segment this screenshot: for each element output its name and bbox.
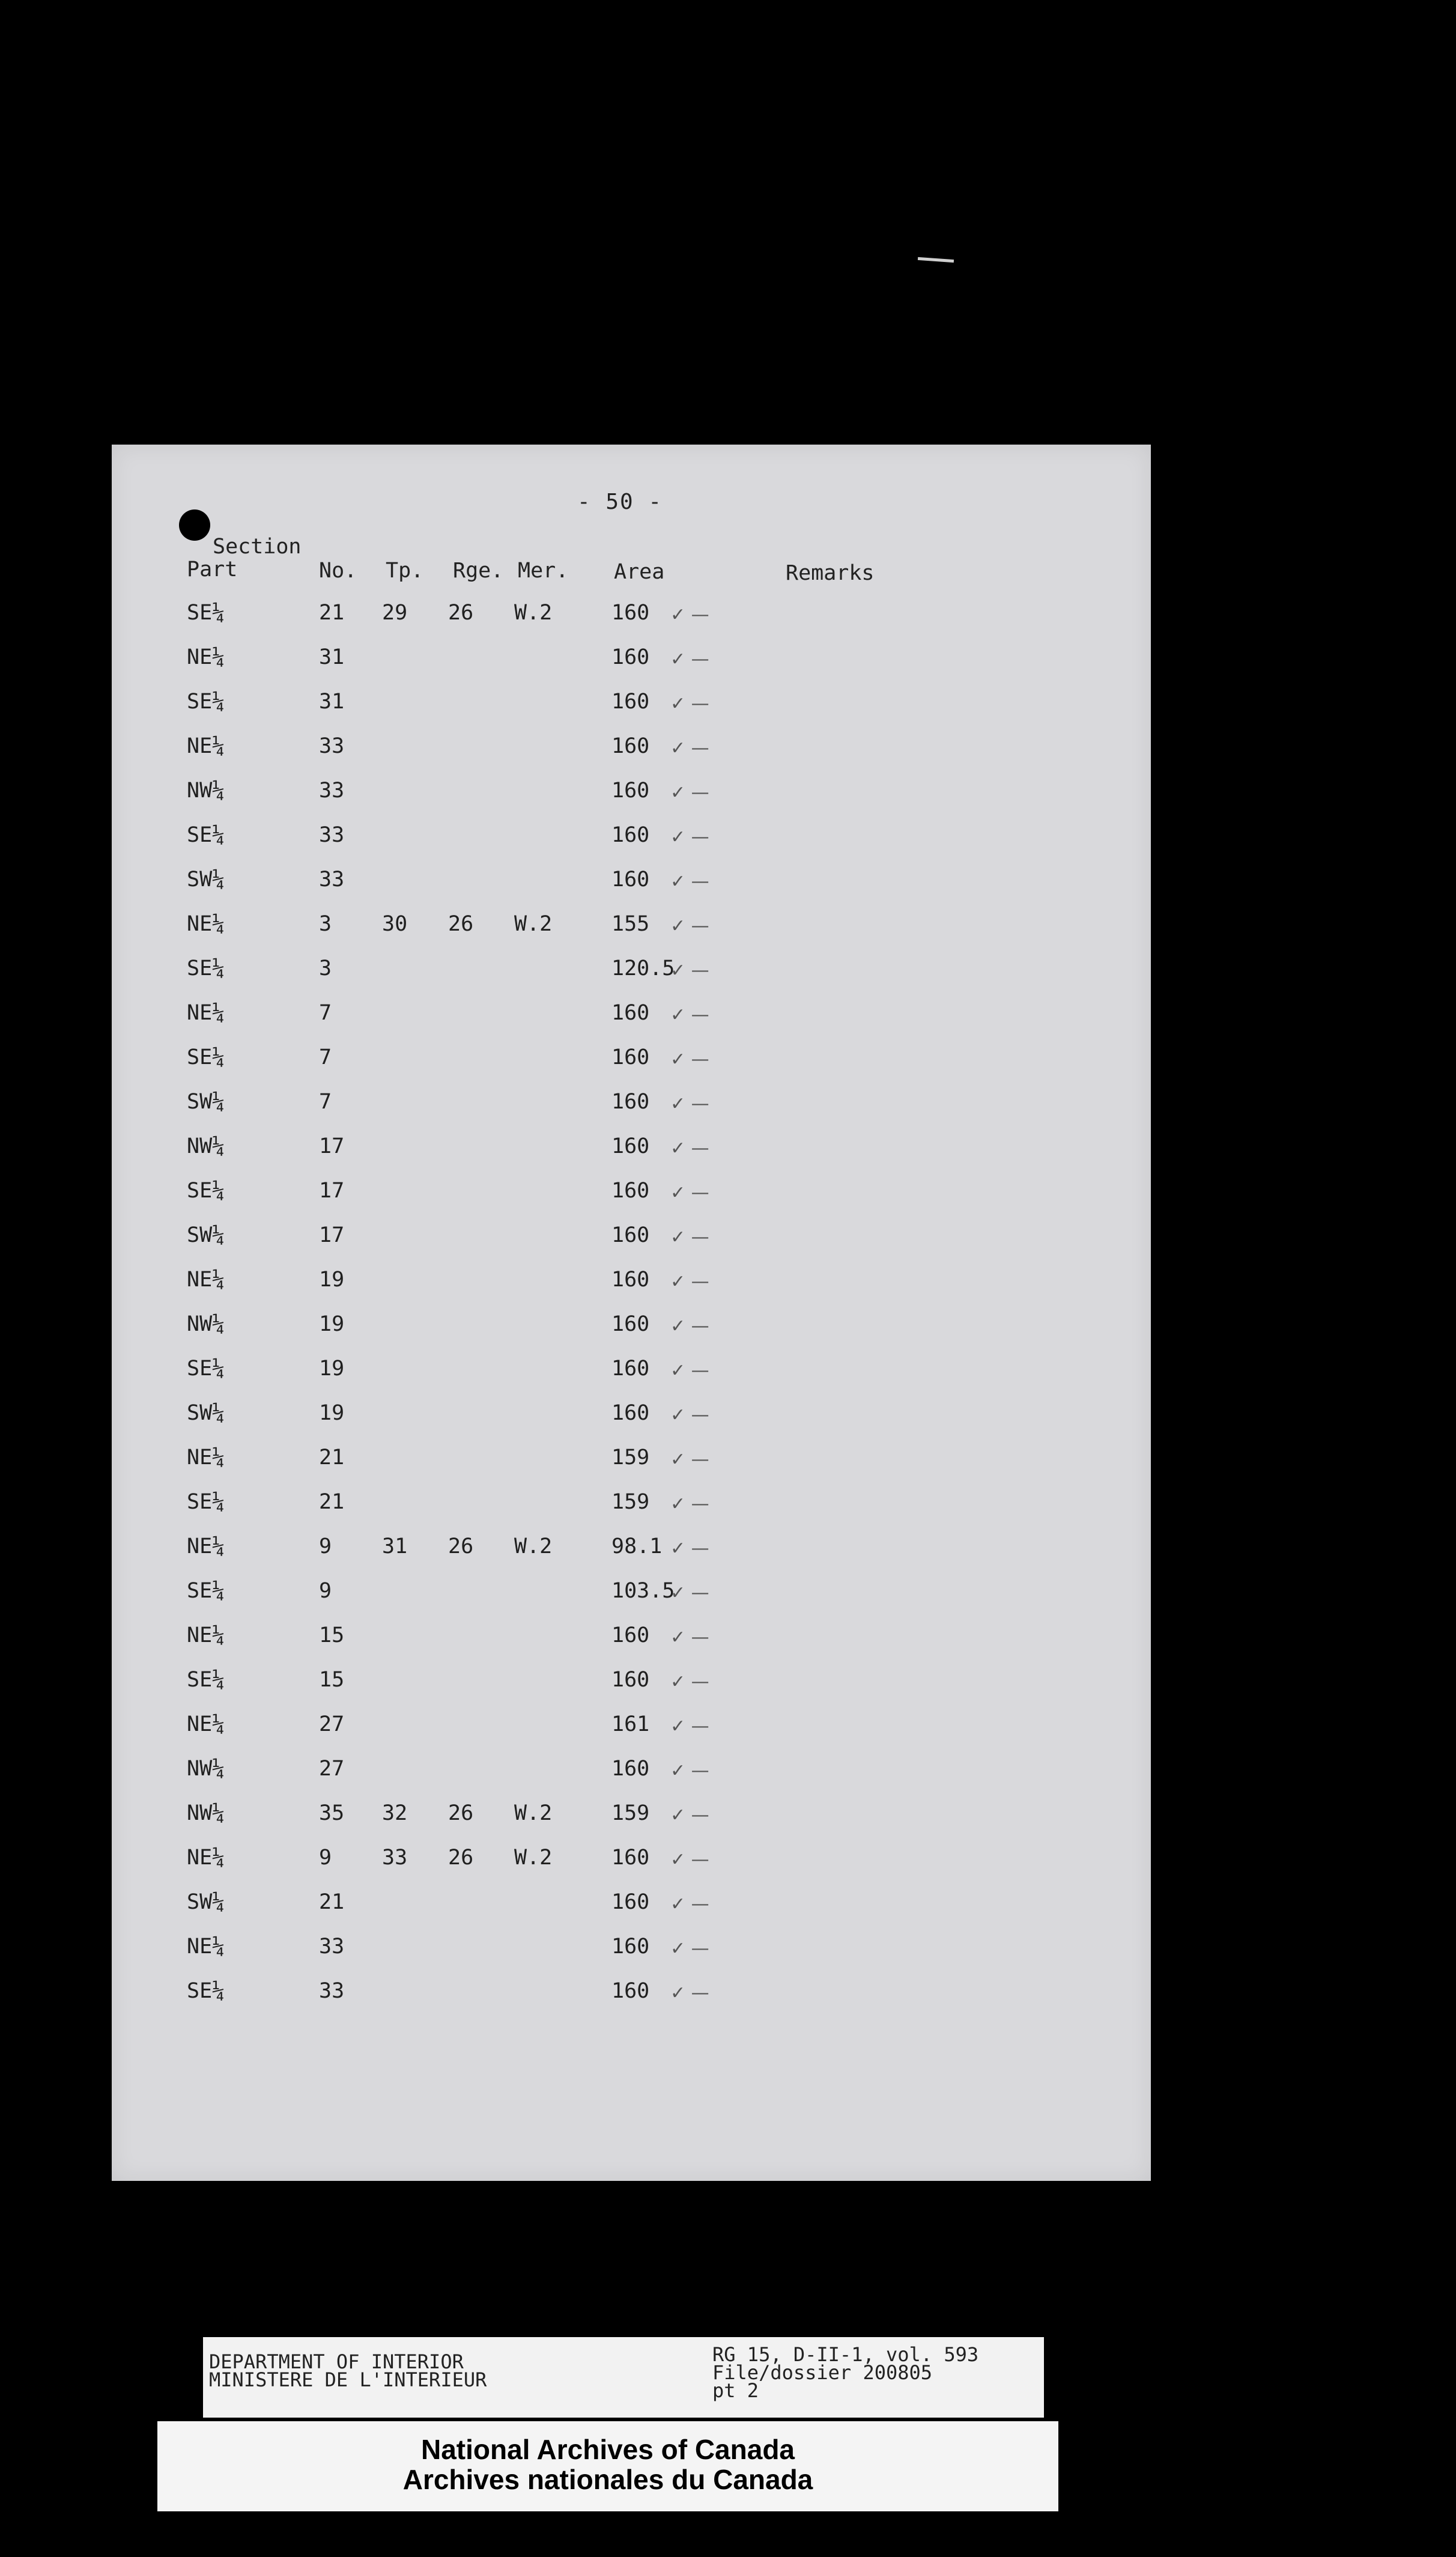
cell-area: 160 (611, 1223, 650, 1247)
table-row (112, 823, 1151, 859)
cell-area: 160 (611, 1001, 650, 1025)
archives-name-english: National Archives of Canada (420, 2434, 795, 2465)
cell-area: 120.5 (611, 956, 675, 981)
cell-area: 160 (611, 1401, 650, 1425)
table-row (112, 734, 1151, 770)
cell-no: 9 (319, 1534, 332, 1558)
cell-area: 160 (611, 1846, 650, 1870)
tick-mark-icon: ✓ — (670, 1182, 709, 1203)
cell-tp: 30 (382, 912, 408, 936)
cell-part: SE¼ (187, 690, 225, 714)
archives-name-french: Archives nationales du Canada (402, 2464, 813, 2495)
cell-tp: 32 (382, 1801, 408, 1825)
tick-mark-icon: ✓ — (670, 916, 709, 937)
cell-no: 15 (319, 1623, 345, 1647)
table-row (112, 1534, 1151, 1570)
cell-no: 35 (319, 1801, 345, 1825)
cell-no: 19 (319, 1401, 345, 1425)
cell-no: 31 (319, 645, 345, 669)
cell-part: NE¼ (187, 1623, 225, 1647)
tick-mark-icon: ✓ — (670, 1983, 709, 2004)
tick-mark-icon: ✓ — (670, 1138, 709, 1159)
cell-mer: W.2 (514, 912, 553, 936)
cell-no: 21 (319, 601, 345, 625)
table-row (112, 1357, 1151, 1393)
cell-part: NW¼ (187, 1757, 225, 1781)
tick-mark-icon: ✓ — (670, 1093, 709, 1114)
cell-part: SE¼ (187, 1357, 225, 1381)
stray-mark (918, 257, 954, 263)
cell-area: 160 (611, 1134, 650, 1158)
tick-mark-icon: ✓ — (670, 1227, 709, 1248)
cell-no: 21 (319, 1490, 345, 1514)
cell-area: 161 (611, 1712, 650, 1736)
cell-part: NE¼ (187, 1446, 225, 1470)
cell-no: 27 (319, 1757, 345, 1781)
cell-no: 33 (319, 779, 345, 803)
punch-hole (179, 509, 210, 541)
table-row (112, 1979, 1151, 2015)
cell-area: 98.1 (611, 1534, 663, 1558)
cell-no: 33 (319, 734, 345, 758)
header-remarks: Remarks (786, 561, 875, 585)
page-number: - 50 - (577, 490, 663, 514)
cell-part: SE¼ (187, 601, 225, 625)
document-page (112, 445, 1151, 2181)
cell-part: SE¼ (187, 956, 225, 981)
cell-area: 160 (611, 1979, 650, 2003)
header-rge: Rge. (453, 559, 504, 583)
header-tp: Tp. (386, 559, 424, 583)
cell-area: 160 (611, 690, 650, 714)
cell-part: NW¼ (187, 1312, 225, 1336)
cell-part: NE¼ (187, 912, 225, 936)
tick-mark-icon: ✓ — (670, 1271, 709, 1292)
cell-no: 7 (319, 1090, 332, 1114)
tick-mark-icon: ✓ — (670, 871, 709, 892)
tick-mark-icon: ✓ — (670, 1849, 709, 1870)
cell-area: 160 (611, 1179, 650, 1203)
cell-part: SW¼ (187, 1401, 225, 1425)
table-row (112, 1757, 1151, 1793)
table-row (112, 1846, 1151, 1882)
department-english: DEPARTMENT OF INTERIOR (209, 2350, 464, 2373)
cell-area: 160 (611, 1312, 650, 1336)
table-row (112, 1134, 1151, 1170)
cell-area: 160 (611, 734, 650, 758)
tick-mark-icon: ✓ — (670, 1716, 709, 1737)
table-row (112, 1401, 1151, 1437)
cell-part: NE¼ (187, 1001, 225, 1025)
cell-area: 160 (611, 1757, 650, 1781)
cell-area: 160 (611, 1935, 650, 1959)
reference-line-2: File/dossier 200805 (712, 2361, 933, 2384)
table-row (112, 1090, 1151, 1126)
cell-tp: 33 (382, 1846, 408, 1870)
cell-area: 160 (611, 1668, 650, 1692)
tick-mark-icon: ✓ — (670, 1894, 709, 1915)
cell-no: 21 (319, 1890, 345, 1914)
table-row (112, 1579, 1151, 1615)
cell-mer: W.2 (514, 601, 553, 625)
cell-part: NW¼ (187, 1134, 225, 1158)
tick-mark-icon: ✓ — (670, 604, 709, 625)
cell-no: 33 (319, 1935, 345, 1959)
department-block (209, 2350, 487, 2391)
table-row (112, 1668, 1151, 1704)
cell-part: SE¼ (187, 1179, 225, 1203)
table-row (112, 1935, 1151, 1971)
cell-part: SW¼ (187, 1223, 225, 1247)
reference-line-3: pt 2 (712, 2379, 759, 2402)
cell-area: 160 (611, 1045, 650, 1069)
table-row (112, 690, 1151, 726)
cell-no: 19 (319, 1268, 345, 1292)
cell-rge: 26 (448, 1846, 474, 1870)
tick-mark-icon: ✓ — (670, 1805, 709, 1826)
table-row (112, 601, 1151, 637)
tick-mark-icon: ✓ — (670, 1049, 709, 1070)
cell-no: 33 (319, 1979, 345, 2003)
cell-part: NW¼ (187, 779, 225, 803)
cell-no: 21 (319, 1446, 345, 1470)
cell-tp: 29 (382, 601, 408, 625)
cell-mer: W.2 (514, 1534, 553, 1558)
cell-part: SE¼ (187, 1979, 225, 2003)
cell-part: SE¼ (187, 1579, 225, 1603)
cell-area: 160 (611, 868, 650, 892)
tick-mark-icon: ✓ — (670, 1538, 709, 1559)
table-row (112, 1490, 1151, 1526)
cell-part: SE¼ (187, 823, 225, 847)
cell-part: NE¼ (187, 1712, 225, 1736)
header-mer: Mer. (518, 559, 569, 583)
department-french: MINISTERE DE L'INTERIEUR (209, 2368, 487, 2391)
cell-part: NE¼ (187, 645, 225, 669)
cell-no: 33 (319, 868, 345, 892)
cell-area: 155 (611, 912, 650, 936)
cell-area: 160 (611, 601, 650, 625)
tick-mark-icon: ✓ — (670, 1405, 709, 1426)
tick-mark-icon: ✓ — (670, 1449, 709, 1470)
cell-no: 17 (319, 1134, 345, 1158)
cell-rge: 26 (448, 1534, 474, 1558)
cell-no: 3 (319, 956, 332, 981)
table-row (112, 912, 1151, 948)
cell-no: 3 (319, 912, 332, 936)
table-row (112, 1045, 1151, 1081)
table-row (112, 1223, 1151, 1259)
header-section: Section (213, 535, 302, 559)
cell-area: 160 (611, 1090, 650, 1114)
tick-mark-icon: ✓ — (670, 1360, 709, 1381)
table-row (112, 1712, 1151, 1748)
cell-part: NE¼ (187, 1846, 225, 1870)
cell-no: 9 (319, 1846, 332, 1870)
cell-area: 160 (611, 1890, 650, 1914)
header-part: Part (187, 558, 238, 582)
tick-mark-icon: ✓ — (670, 782, 709, 803)
tick-mark-icon: ✓ — (670, 649, 709, 670)
table-row (112, 956, 1151, 993)
tick-mark-icon: ✓ — (670, 1938, 709, 1959)
table-row (112, 868, 1151, 904)
cell-no: 7 (319, 1045, 332, 1069)
table-row (112, 1312, 1151, 1348)
cell-no: 19 (319, 1312, 345, 1336)
cell-area: 103.5 (611, 1579, 675, 1603)
cell-part: NE¼ (187, 1268, 225, 1292)
table-row (112, 779, 1151, 815)
cell-area: 160 (611, 1623, 650, 1647)
cell-mer: W.2 (514, 1801, 553, 1825)
cell-part: SW¼ (187, 1090, 225, 1114)
cell-area: 160 (611, 823, 650, 847)
archival-reference (712, 2343, 979, 2402)
table-row (112, 1801, 1151, 1837)
cell-area: 159 (611, 1801, 650, 1825)
tick-mark-icon: ✓ — (670, 1627, 709, 1648)
cell-part: NW¼ (187, 1801, 225, 1825)
tick-mark-icon: ✓ — (670, 693, 709, 714)
cell-part: SE¼ (187, 1490, 225, 1514)
cell-mer: W.2 (514, 1846, 553, 1870)
cell-rge: 26 (448, 1801, 474, 1825)
cell-part: SW¼ (187, 1890, 225, 1914)
cell-area: 160 (611, 645, 650, 669)
cell-part: SE¼ (187, 1668, 225, 1692)
tick-mark-icon: ✓ — (670, 827, 709, 848)
table-row (112, 1268, 1151, 1304)
tick-mark-icon: ✓ — (670, 738, 709, 759)
cell-no: 27 (319, 1712, 345, 1736)
cell-area: 160 (611, 1357, 650, 1381)
cell-part: NE¼ (187, 1935, 225, 1959)
cell-part: NE¼ (187, 734, 225, 758)
table-row (112, 1623, 1151, 1659)
header-area: Area (614, 560, 665, 584)
tick-mark-icon: ✓ — (670, 960, 709, 981)
cell-no: 7 (319, 1001, 332, 1025)
cell-tp: 31 (382, 1534, 408, 1558)
cell-area: 160 (611, 1268, 650, 1292)
cell-no: 33 (319, 823, 345, 847)
cell-no: 9 (319, 1579, 332, 1603)
cell-part: SE¼ (187, 1045, 225, 1069)
tick-mark-icon: ✓ — (670, 1494, 709, 1515)
cell-rge: 26 (448, 601, 474, 625)
table-row (112, 1890, 1151, 1926)
tick-mark-icon: ✓ — (670, 1583, 709, 1604)
cell-part: NE¼ (187, 1534, 225, 1558)
reference-line-1: RG 15, D-II-1, vol. 593 (712, 2343, 979, 2366)
cell-no: 17 (319, 1223, 345, 1247)
cell-area: 159 (611, 1446, 650, 1470)
tick-mark-icon: ✓ — (670, 1760, 709, 1781)
tick-mark-icon: ✓ — (670, 1005, 709, 1026)
table-row (112, 645, 1151, 681)
tick-mark-icon: ✓ — (670, 1316, 709, 1337)
cell-no: 17 (319, 1179, 345, 1203)
tick-mark-icon: ✓ — (670, 1671, 709, 1692)
cell-no: 31 (319, 690, 345, 714)
archives-banner (157, 2421, 1058, 2511)
reference-label (203, 2337, 1044, 2418)
cell-area: 160 (611, 779, 650, 803)
header-no: No. (319, 559, 357, 583)
cell-rge: 26 (448, 912, 474, 936)
cell-part: SW¼ (187, 868, 225, 892)
table-row (112, 1446, 1151, 1482)
table-row (112, 1001, 1151, 1037)
cell-no: 19 (319, 1357, 345, 1381)
cell-area: 159 (611, 1490, 650, 1514)
table-row (112, 1179, 1151, 1215)
cell-no: 15 (319, 1668, 345, 1692)
